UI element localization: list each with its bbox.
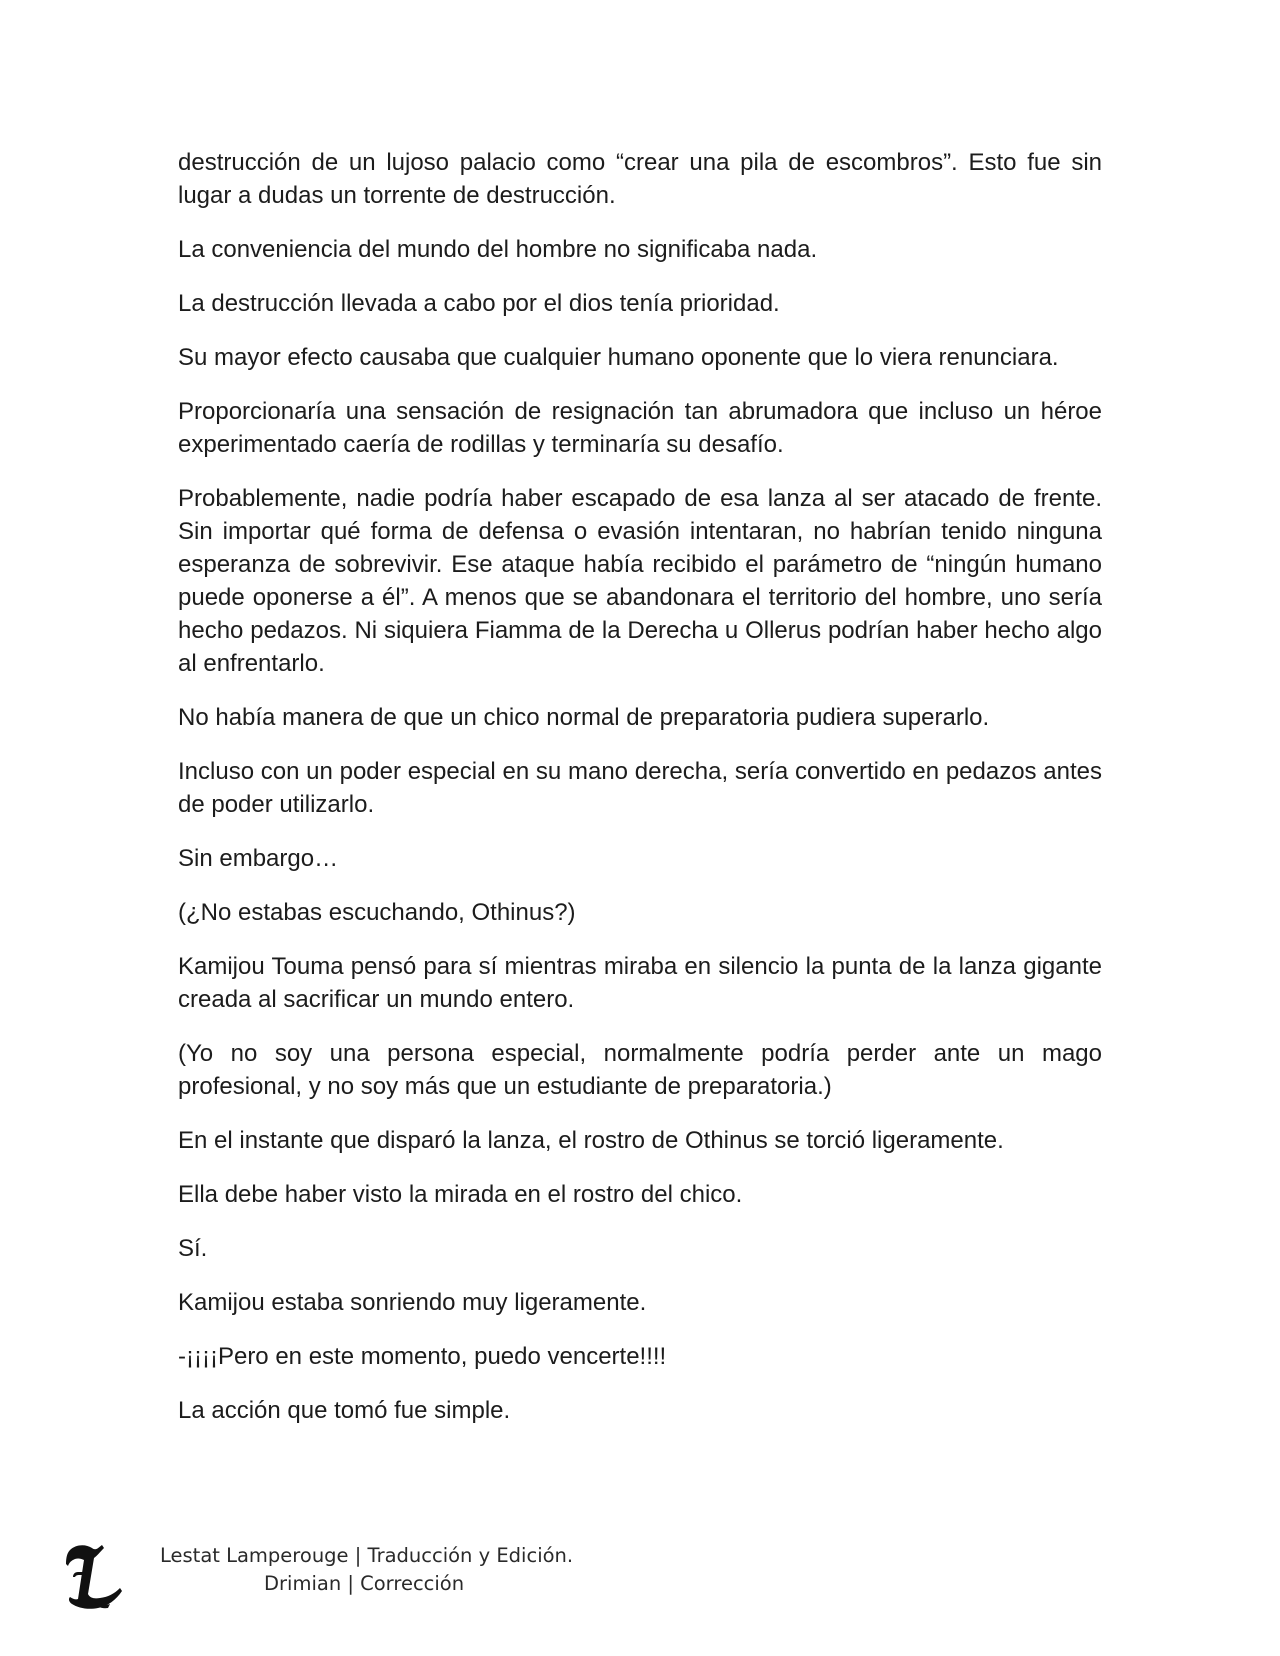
paragraph: (Yo no soy una persona especial, normalmente podría perder ante un mago profesional, y no soy más que un estudiante de preparatoria.) — [178, 1040, 1102, 1100]
footer-credits — [160, 1542, 580, 1598]
paragraph: Proporcionaría una sensación de resignación tan abrumadora que incluso un héroe experimentado caería de rodillas y terminaría su desafío. — [178, 398, 1102, 458]
paragraph: destrucción de un lujoso palacio como “crear una pila de escombros”. Esto fue sin lugar a dudas un torrente de destrucción. — [178, 149, 1102, 209]
paragraph: La destrucción llevada a cabo por el dios tenía prioridad. — [178, 290, 780, 317]
paragraph: (¿No estabas escuchando, Othinus?) — [178, 899, 576, 926]
paragraph: Ella debe haber visto la mirada en el rostro del chico. — [178, 1181, 743, 1208]
blackletter-L-logo-icon — [64, 1542, 126, 1612]
credit-correction: Drimian | Corrección — [264, 1572, 465, 1595]
paragraph: Incluso con un poder especial en su mano derecha, sería convertido en pedazos antes de poder utilizarlo. — [178, 758, 1102, 818]
paragraph: En el instante que disparó la lanza, el rostro de Othinus se torció ligeramente. — [178, 1127, 1004, 1154]
paragraph: Sí. — [178, 1235, 208, 1262]
paragraph: Su mayor efecto causaba que cualquier humano oponente que lo viera renunciara. — [178, 344, 1059, 371]
paragraph: Kamijou Touma pensó para sí mientras miraba en silencio la punta de la lanza gigante creada al sacrificar un mundo entero. — [178, 953, 1102, 1013]
paragraph: Probablemente, nadie podría haber escapado de esa lanza al ser atacado de frente. Sin importar qué forma de defensa o evasión intentaran, no habrían tenido ninguna esperanza de sobrevivir. Ese ataque había recibido el parámetro de “ningún humano puede oponerse a él”. A menos que se abandonara el territorio del hombre, uno sería hecho pedazos. Ni siquiera Fiamma de la Derecha u Ollerus podrían haber hecho algo al enfrentarlo. — [178, 485, 1102, 677]
credit-translation: Lestat Lamperouge | Traducción y Edición. — [160, 1544, 574, 1567]
paragraph: -¡¡¡¡Pero en este momento, puedo vencerte!!!! — [178, 1343, 667, 1370]
paragraph: Kamijou estaba sonriendo muy ligeramente. — [178, 1289, 647, 1316]
body-text — [178, 146, 1102, 1448]
paragraph: No había manera de que un chico normal de preparatoria pudiera superarlo. — [178, 704, 990, 731]
paragraph: La conveniencia del mundo del hombre no significaba nada. — [178, 236, 818, 263]
paragraph: La acción que tomó fue simple. — [178, 1397, 511, 1424]
paragraph: Sin embargo… — [178, 845, 339, 872]
